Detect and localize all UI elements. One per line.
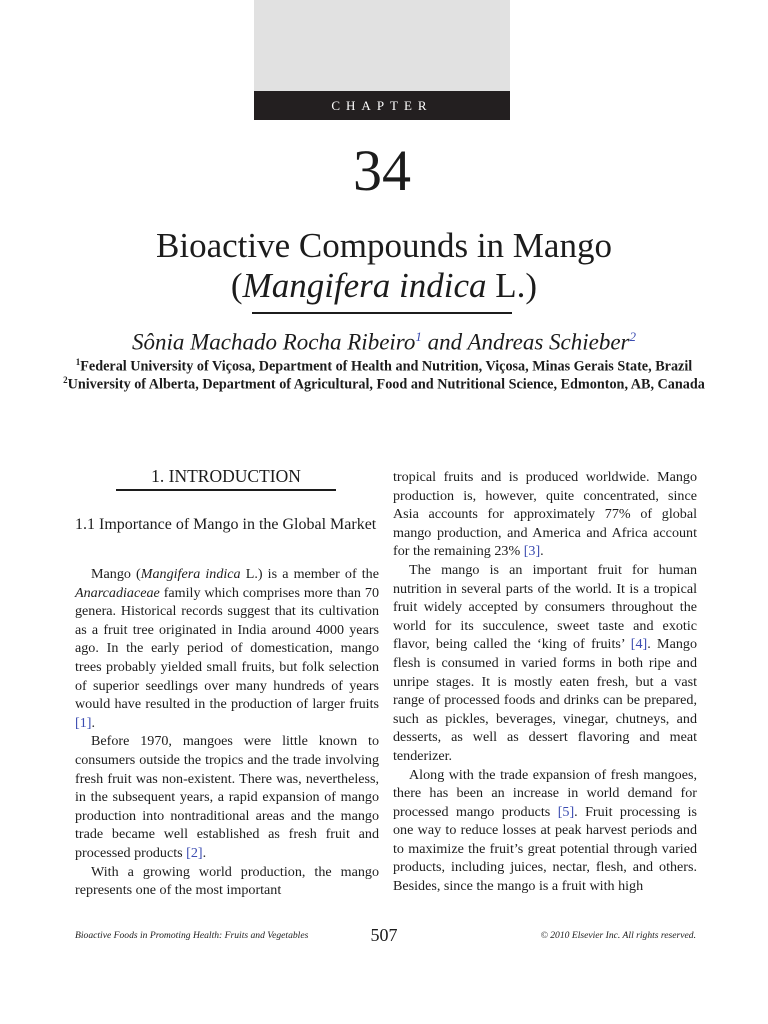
title-paren-close: L.) (486, 266, 538, 305)
chapter-label: CHAPTER (254, 91, 510, 120)
text-run: Before 1970, mangoes were little known to consumers outside the tropics and the trade involving fresh fruit was non-existent. There was, nevertheless, in the subsequent years, a rapid expansion of mango production into nontraditional areas and the mango trade became well established as fresh fruit and processed products (75, 733, 379, 861)
citation-link[interactable]: [1] (75, 714, 92, 731)
author-1-affiliation-mark[interactable]: 1 (415, 329, 422, 344)
text-run: With a growing world production, the mango represents one of the most important (75, 863, 379, 899)
right-column (393, 468, 697, 896)
affiliation-1-mark: 1 (75, 357, 81, 367)
header-grey-block (254, 0, 510, 91)
title-paren-open: ( (230, 266, 243, 305)
citation-link[interactable]: [3] (523, 543, 541, 560)
affiliation-2-text: University of Alberta, Department of Agricultural, Food and Nutritional Science, Edmonton, AB, Canada (67, 376, 705, 393)
affiliation-2 (30, 371, 738, 394)
author-1: Sônia Machado Rocha Ribeiro (131, 329, 416, 355)
author-2-affiliation-mark[interactable]: 2 (629, 329, 637, 344)
scientific-name: Mangifera indica (140, 566, 241, 582)
text-run: . Mango flesh is consumed in varied forms in both ripe and unripe stages. It is mostly eaten fresh, but a vast range of processed foods and drinks can be prepared, such as pickles, beverages, vinegar, chutneys, and desserts, as well as dessert flavoring and meat tenderizer. (393, 636, 697, 764)
text-run: Along with the trade expansion of fresh mangoes, there has been an increase in world demand for processed mango products (393, 766, 697, 820)
title-line-2 (60, 266, 708, 306)
text-run: The mango is an important fruit for human nutrition in several parts of the world. It is a tropical fruit widely accepted by consumers throughout the world for its succulence, sweet taste and exotic flavor, being called the ‘king of fruits’ (393, 561, 697, 653)
author-2: Andreas Schieber (467, 329, 630, 355)
title-underline (252, 312, 512, 314)
family-name: Anarcadiaceae (75, 584, 160, 601)
paragraph (393, 561, 697, 766)
citation-link[interactable]: [5] (557, 803, 575, 820)
text-run: . (91, 714, 95, 731)
section-heading: 1. INTRODUCTION (151, 466, 301, 486)
text-run: Mango ( (91, 566, 141, 582)
chapter-title (60, 226, 708, 306)
section-heading-rule (116, 489, 336, 491)
paragraph (75, 565, 379, 732)
author-joiner: and (421, 329, 468, 355)
chapter-number: 34 (353, 138, 411, 203)
footer-book-title: Bioactive Foods in Promoting Health: Fruits and Vegetables (75, 930, 309, 941)
citation-link[interactable]: [4] (630, 636, 648, 653)
paragraph (393, 766, 697, 896)
text-run: family which comprises more than 70 genera. Historical records suggest that its cultivation as a fruit tree originated in India around 4000 years ago. In the early period of domestication, mango trees probably yielded small fruits, but folk selection of superior seedlings over many hundreds of years would have resulted in the production of larger fruits (75, 584, 379, 713)
text-run: tropical fruits and is produced worldwide. Mango production is, however, quite concentrated, since Asia accounts for approximately 77% of global mango production, and America and Africa account for the remaining 23% (393, 469, 697, 560)
text-run: L.) is a member of the (240, 566, 379, 582)
paragraph (393, 468, 697, 561)
left-column (75, 565, 379, 900)
citation-link[interactable]: [2] (186, 844, 203, 861)
affiliation-2-mark: 2 (63, 375, 68, 385)
page-number: 507 (370, 925, 398, 945)
text-run: . (540, 543, 544, 560)
text-run: . (202, 844, 207, 861)
affiliation-1-text: Federal University of Viçosa, Department of Health and Nutrition, Viçosa, Minas Gerais State, Brazil (80, 358, 693, 375)
paragraph (75, 732, 379, 862)
footer-copyright: © 2010 Elsevier Inc. All rights reserved. (540, 930, 696, 941)
title-scientific-name: Mangifera indica (242, 266, 487, 305)
text-run: . Fruit processing is one way to reduce losses at peak harvest periods and to maximize the fruit’s great potential through varied products, including juices, nectar, flesh, and others. Besides, since the mango is a fruit with high (393, 803, 697, 895)
title-line-1: Bioactive Compounds in Mango (156, 226, 612, 265)
paragraph (75, 863, 379, 900)
subsection-heading: 1.1 Importance of Mango in the Global Market (75, 516, 377, 533)
